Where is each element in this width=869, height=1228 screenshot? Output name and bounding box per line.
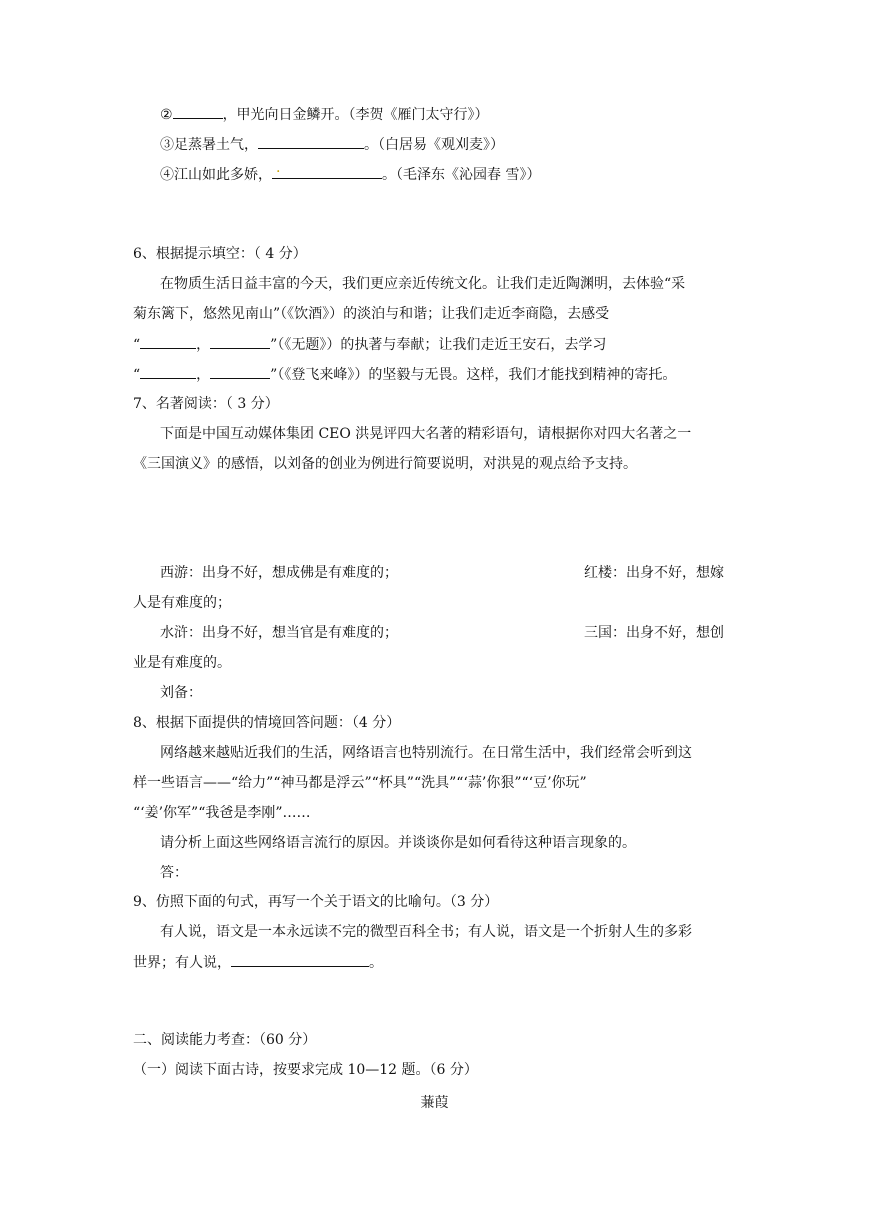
q6-paragraph-line: 在物质生活日益丰富的今天，我们更应亲近传统文化。让我们走近陶渊明，去体验“采 [160, 276, 686, 292]
quote-honglou-cont: 人是有难度的； [133, 595, 231, 611]
blank-field[interactable] [173, 104, 223, 119]
answer-label-liubei: 刘备： [160, 685, 202, 701]
comma: ， [196, 337, 211, 353]
q5-line-2-prefix: ② [160, 107, 173, 123]
section-2-subtitle: （一）阅读下面古诗，按要求完成 10—12 题。（6 分） [133, 1062, 478, 1078]
q6-line-text: ”（《无题》）的执著与奉献；让我们走近王安石，去学习 [270, 337, 607, 353]
q8-title: 8、根据下面提供的情境回答问题：（4 分） [133, 715, 401, 731]
q6-line-text: ”（《登飞来峰》）的坚毅与无畏。这样，我们才能找到精神的寄托。 [270, 367, 677, 383]
q8-paragraph-line: 样一些语言——“给力”“神马都是浮云”“杯具”“洗具”“‘蒜’你狠”“‘豆’你玩” [133, 775, 587, 791]
section-2-title: 二、阅读能力考查：（60 分） [133, 1032, 317, 1048]
blank-field[interactable] [231, 952, 369, 967]
q5-line-4 [160, 160, 541, 185]
q8-paragraph-line: 网络越来越贴近我们的生活，网络语言也特别流行。在日常生活中，我们经常会听到这 [160, 745, 692, 761]
q7-paragraph-line: 下面是中国互动媒体集团 CEO 洪晃评四大名著的精彩语句，请根据你对四大名著之一 [160, 426, 692, 442]
q7-paragraph-line: 《三国演义》的感悟，以刘备的创业为例进行简要说明，对洪晃的观点给予支持。 [133, 456, 637, 472]
quote-sanguo-cont: 业是有难度的。 [133, 655, 231, 671]
q8-paragraph-line: “‘姜’你军”“我爸是李刚”…… [133, 805, 311, 821]
quote-sanguo: 三国：出身不好，想创 [584, 625, 724, 641]
q6-paragraph-line [133, 334, 606, 355]
q7-title: 7、名著阅读：（ 3 分） [133, 396, 279, 412]
open-quote: “ [133, 337, 141, 353]
period: 。 [369, 955, 383, 971]
q9-paragraph-line: 有人说，语文是一本永远读不完的微型百科全书；有人说，语文是一个折射人生的多彩 [160, 924, 692, 940]
blank-dot: . [276, 160, 281, 176]
q5-line-4-prefix: ④江山如此多娇， [160, 167, 272, 183]
blank-field[interactable] [258, 134, 364, 149]
q9-title: 9、仿照下面的句式，再写一个关于语文的比喻句。（3 分） [133, 894, 499, 910]
q6-paragraph-line [133, 364, 676, 385]
q5-line-4-text: 。（毛泽东《沁园春 雪》） [382, 167, 541, 183]
comma: ， [196, 367, 211, 383]
blank-field[interactable] [210, 364, 270, 379]
quote-honglou: 红楼：出身不好，想嫁 [584, 565, 724, 581]
q6-title: 6、根据提示填空：（ 4 分） [133, 246, 307, 262]
q6-paragraph-line: 菊东篱下，悠然见南山”（《饮酒》）的淡泊与和谐；让我们走近李商隐，去感受 [133, 306, 610, 322]
blank-field[interactable] [210, 334, 270, 349]
blank-field[interactable] [272, 160, 382, 179]
quote-shuihu: 水浒：出身不好，想当官是有难度的； [160, 625, 398, 641]
q9-paragraph-line [133, 952, 383, 973]
open-quote: “ [133, 367, 141, 383]
quote-xiyou: 西游：出身不好，想成佛是有难度的； [160, 565, 398, 581]
poem-title: 蒹葭 [420, 1095, 449, 1111]
q5-line-2-text: ，甲光向日金鳞开。（李贺《雁门太守行》） [222, 107, 489, 123]
q9-line-text: 世界；有人说， [133, 955, 231, 971]
answer-label: 答： [160, 865, 188, 881]
q5-line-3-prefix: ③足蒸暑土气， [160, 137, 258, 153]
q8-paragraph-line: 请分析上面这些网络语言流行的原因。并谈谈你是如何看待这种语言现象的。 [160, 835, 636, 851]
blank-field[interactable] [140, 334, 196, 349]
q5-line-2 [160, 104, 489, 125]
q5-line-3 [160, 134, 504, 155]
q5-line-3-text: 。（白居易《观刈麦》） [364, 137, 504, 153]
blank-field[interactable] [140, 364, 196, 379]
